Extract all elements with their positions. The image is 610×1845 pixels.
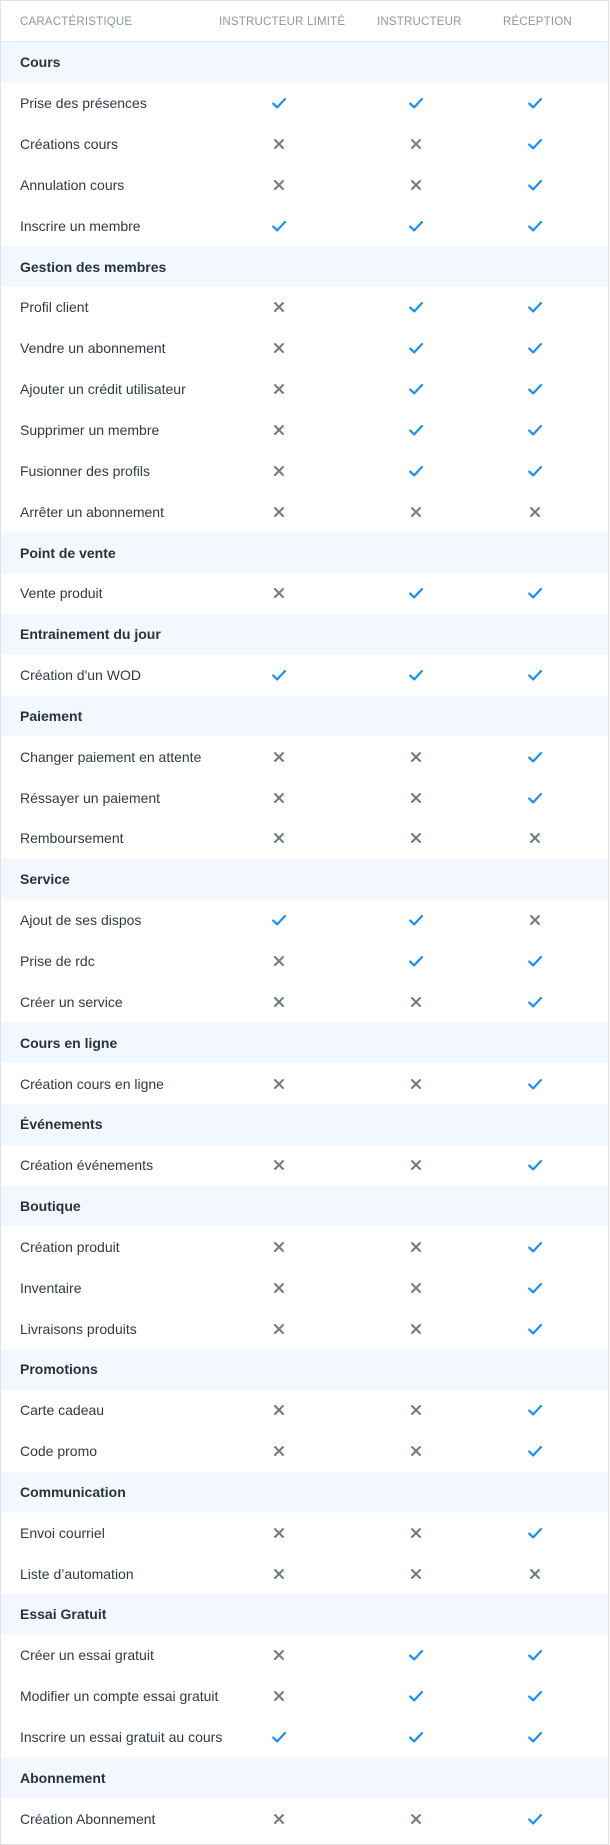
feature-label: Réssayer un paiement [20, 789, 161, 806]
section-row [1, 1022, 608, 1063]
cross-icon [525, 1564, 545, 1584]
header-instructor: INSTRUCTEUR [377, 16, 462, 28]
check-icon [525, 134, 545, 154]
table-row [1, 573, 608, 614]
table-row [1, 1063, 608, 1104]
cross-icon [406, 1319, 426, 1339]
section-title: Cours en ligne [20, 1034, 118, 1051]
cross-icon [406, 1278, 426, 1298]
cross-icon [269, 175, 289, 195]
check-icon [525, 216, 545, 236]
cross-icon [269, 338, 289, 358]
section-row [1, 42, 608, 83]
cross-icon [269, 1155, 289, 1175]
check-icon [525, 420, 545, 440]
cross-icon [269, 1400, 289, 1420]
check-icon [525, 461, 545, 481]
section-title: Essai Gratuit [20, 1606, 107, 1623]
feature-label: Créer un essai gratuit [20, 1647, 154, 1664]
check-icon [525, 1237, 545, 1257]
header-reception: RÉCEPTION [503, 16, 572, 28]
check-icon [525, 93, 545, 113]
check-icon [525, 665, 545, 685]
check-icon [525, 297, 545, 317]
cross-icon [406, 828, 426, 848]
cross-icon [269, 1645, 289, 1665]
check-icon [525, 1319, 545, 1339]
check-icon [525, 1686, 545, 1706]
check-icon [525, 338, 545, 358]
cross-icon [269, 1074, 289, 1094]
check-icon [525, 788, 545, 808]
feature-label: Création cours en ligne [20, 1075, 164, 1092]
table-row [1, 450, 608, 491]
check-icon [406, 665, 426, 685]
table-row [1, 287, 608, 328]
cross-icon [406, 502, 426, 522]
table-row [1, 83, 608, 124]
section-title: Promotions [20, 1361, 98, 1378]
feature-label: Carte cadeau [20, 1402, 105, 1419]
feature-label: Fusionner des profils [20, 462, 150, 479]
table-row [1, 818, 608, 859]
cross-icon [525, 502, 545, 522]
check-icon [406, 420, 426, 440]
feature-label: Créer un service [20, 993, 123, 1010]
feature-label: Création événements [20, 1157, 154, 1174]
check-icon [406, 461, 426, 481]
table-row [1, 1308, 608, 1349]
feature-label: Supprimer un membre [20, 422, 160, 439]
table-row [1, 900, 608, 941]
section-row [1, 1186, 608, 1227]
cross-icon [269, 379, 289, 399]
table-row [1, 491, 608, 532]
table-row [1, 1226, 608, 1267]
cross-icon [525, 910, 545, 930]
cross-icon [406, 134, 426, 154]
cross-icon [406, 747, 426, 767]
section-row [1, 1349, 608, 1390]
feature-label: Prise de rdc [20, 952, 95, 969]
section-title: Entrainement du jour [20, 626, 161, 643]
feature-label: Inventaire [20, 1279, 82, 1296]
table-row [1, 777, 608, 818]
cross-icon [525, 828, 545, 848]
feature-label: Arrêter un abonnement [20, 503, 164, 520]
check-icon [406, 1727, 426, 1747]
cross-icon [406, 175, 426, 195]
section-title: Cours [20, 54, 61, 71]
cross-icon [269, 1564, 289, 1584]
check-icon [269, 93, 289, 113]
check-icon [406, 379, 426, 399]
cross-icon [269, 951, 289, 971]
table-row [1, 328, 608, 369]
table-row [1, 205, 608, 246]
cross-icon [269, 1441, 289, 1461]
feature-label: Annulation cours [20, 176, 125, 193]
table-row [1, 369, 608, 410]
feature-label: Créations cours [20, 136, 119, 153]
table-row [1, 124, 608, 165]
section-title: Point de vente [20, 544, 116, 561]
table-row [1, 981, 608, 1022]
cross-icon [269, 1809, 289, 1829]
cross-icon [269, 1686, 289, 1706]
feature-label: Inscrire un membre [20, 217, 141, 234]
check-icon [406, 910, 426, 930]
section-row [1, 614, 608, 655]
check-icon [525, 175, 545, 195]
table-row [1, 1635, 608, 1676]
table-row [1, 410, 608, 451]
cross-icon [406, 1074, 426, 1094]
section-title: Service [20, 871, 70, 888]
section-row [1, 1757, 608, 1798]
check-icon [406, 93, 426, 113]
feature-label: Liste d’automation [20, 1565, 134, 1582]
section-title: Événements [20, 1116, 103, 1133]
feature-label: Ajouter un crédit utilisateur [20, 381, 186, 398]
section-title: Communication [20, 1483, 126, 1500]
cross-icon [269, 747, 289, 767]
section-row [1, 859, 608, 900]
feature-label: Inscrire un essai gratuit au cours [20, 1729, 223, 1746]
check-icon [525, 583, 545, 603]
check-icon [406, 951, 426, 971]
feature-label: Profil client [20, 299, 89, 316]
check-icon [406, 216, 426, 236]
cross-icon [406, 1564, 426, 1584]
check-icon [525, 1645, 545, 1665]
cross-icon [269, 134, 289, 154]
check-icon [525, 1727, 545, 1747]
table-header [1, 1, 608, 42]
table-row [1, 1553, 608, 1594]
cross-icon [406, 1400, 426, 1420]
feature-label: Création Abonnement [20, 1810, 156, 1827]
cross-icon [269, 420, 289, 440]
table-row [1, 1512, 608, 1553]
check-icon [525, 379, 545, 399]
cross-icon [406, 1523, 426, 1543]
header-feature: CARACTÉRISTIQUE [20, 16, 133, 28]
feature-label: Modifier un compte essai gratuit [20, 1688, 219, 1705]
check-icon [406, 1645, 426, 1665]
table-row [1, 1390, 608, 1431]
cross-icon [406, 788, 426, 808]
cross-icon [269, 583, 289, 603]
cross-icon [406, 1237, 426, 1257]
cross-icon [269, 502, 289, 522]
feature-label: Création d'un WOD [20, 667, 141, 684]
cross-icon [406, 1441, 426, 1461]
check-icon [525, 1441, 545, 1461]
section-row [1, 246, 608, 287]
feature-label: Vente produit [20, 585, 103, 602]
cross-icon [269, 788, 289, 808]
check-icon [269, 910, 289, 930]
cross-icon [269, 1319, 289, 1339]
feature-label: Envoi courriel [20, 1524, 105, 1541]
cross-icon [406, 992, 426, 1012]
section-title: Gestion des membres [20, 258, 167, 275]
check-icon [406, 1686, 426, 1706]
table-row [1, 1431, 608, 1472]
check-icon [406, 583, 426, 603]
check-icon [269, 665, 289, 685]
table-row [1, 1145, 608, 1186]
feature-label: Ajout de ses dispos [20, 912, 142, 929]
section-row [1, 696, 608, 737]
check-icon [525, 1155, 545, 1175]
check-icon [269, 216, 289, 236]
check-icon [406, 338, 426, 358]
table-row [1, 1676, 608, 1717]
section-title: Boutique [20, 1198, 81, 1215]
cross-icon [269, 1278, 289, 1298]
check-icon [269, 1727, 289, 1747]
check-icon [525, 1074, 545, 1094]
feature-label: Vendre un abonnement [20, 340, 166, 357]
table-row [1, 1798, 608, 1839]
feature-label: Prise des présences [20, 95, 147, 112]
check-icon [406, 297, 426, 317]
table-body [1, 42, 608, 1839]
check-icon [525, 1278, 545, 1298]
table-row [1, 941, 608, 982]
cross-icon [269, 828, 289, 848]
table-row [1, 1267, 608, 1308]
feature-label: Création produit [20, 1238, 120, 1255]
feature-label: Changer paiement en attente [20, 748, 202, 765]
section-row [1, 1104, 608, 1145]
table-row [1, 655, 608, 696]
table-row [1, 736, 608, 777]
cross-icon [269, 1237, 289, 1257]
section-row [1, 532, 608, 573]
check-icon [525, 1400, 545, 1420]
cross-icon [269, 297, 289, 317]
cross-icon [269, 992, 289, 1012]
section-title: Abonnement [20, 1769, 106, 1786]
cross-icon [269, 461, 289, 481]
check-icon [525, 747, 545, 767]
section-title: Paiement [20, 707, 83, 724]
cross-icon [269, 1523, 289, 1543]
header-limited-instructor: INSTRUCTEUR LIMITÉ [219, 16, 346, 28]
table-row [1, 1717, 608, 1758]
check-icon [525, 951, 545, 971]
section-row [1, 1594, 608, 1635]
feature-label: Remboursement [20, 830, 124, 847]
feature-label: Livraisons produits [20, 1320, 137, 1337]
check-icon [525, 1523, 545, 1543]
table-row [1, 165, 608, 206]
check-icon [525, 1809, 545, 1829]
cross-icon [406, 1809, 426, 1829]
feature-label: Code promo [20, 1443, 98, 1460]
check-icon [525, 992, 545, 1012]
section-row [1, 1472, 608, 1513]
cross-icon [406, 1155, 426, 1175]
